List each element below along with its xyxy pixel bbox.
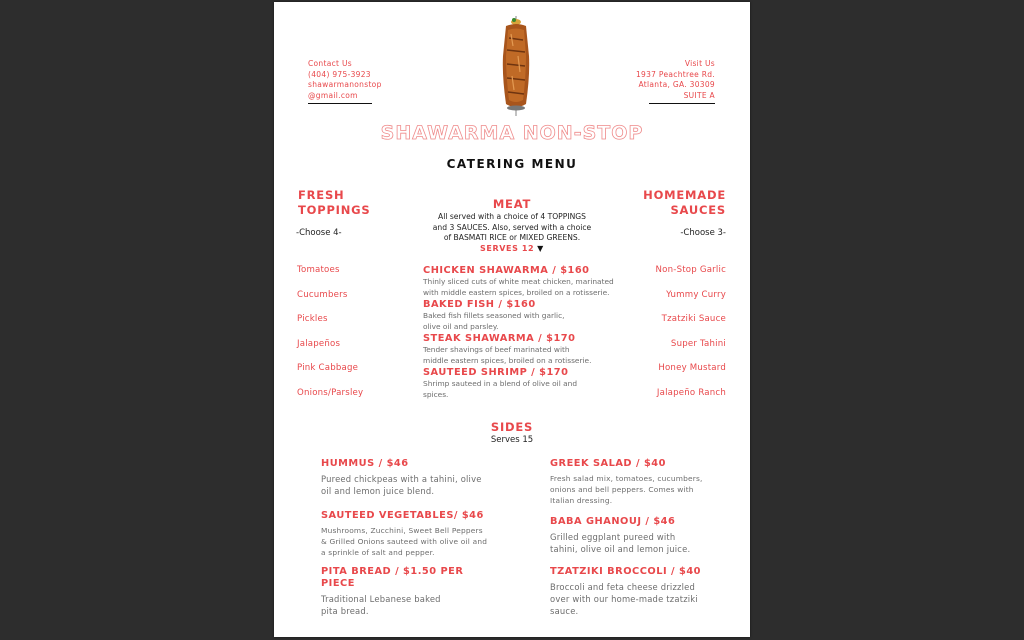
side-desc-line: Traditional Lebanese baked bbox=[321, 594, 441, 604]
sauce-item: Honey Mustard bbox=[658, 363, 726, 373]
sauces-list bbox=[616, 264, 726, 411]
meat-item-desc-line: Baked fish fillets seasoned with garlic, bbox=[423, 311, 565, 320]
meat-item-title: SAUTEED SHRIMP / $170 bbox=[423, 367, 569, 378]
side-item-title: SAUTEED VEGETABLES/ $46 bbox=[321, 510, 484, 521]
meat-serves bbox=[274, 244, 750, 253]
meat-heading: MEAT bbox=[492, 197, 532, 211]
topping-item: Onions/Parsley bbox=[297, 387, 364, 398]
sauces-choose: -Choose 3- bbox=[680, 228, 726, 238]
side-desc-line: Grilled eggplant pureed with bbox=[550, 532, 676, 542]
topping-item: Tomatoes bbox=[297, 265, 340, 275]
meat-description bbox=[424, 212, 600, 244]
side-item-desc bbox=[550, 581, 730, 617]
meat-item bbox=[423, 367, 623, 400]
sauces-heading-line-1: HOMEMADE bbox=[643, 188, 726, 202]
meat-item-desc-line: Tender shavings of beef marinated with bbox=[423, 345, 570, 354]
toppings-list bbox=[297, 264, 407, 411]
brand-title: SHAWARMA NON-STOP bbox=[380, 122, 644, 144]
side-item bbox=[550, 566, 730, 617]
contact-underline bbox=[308, 103, 372, 104]
side-item-title: GREEK SALAD / $40 bbox=[550, 458, 666, 469]
meat-item-title: CHICKEN SHAWARMA / $160 bbox=[423, 265, 590, 276]
side-desc-line: pita bread. bbox=[321, 606, 369, 616]
meat-item-desc bbox=[423, 311, 623, 332]
meat-item bbox=[423, 265, 623, 298]
side-item-desc bbox=[550, 473, 730, 506]
contact-block bbox=[308, 59, 382, 104]
visit-city: Atlanta, GA. 30309 bbox=[638, 80, 715, 89]
side-desc-line: Fresh salad mix, tomatoes, cucumbers, bbox=[550, 474, 703, 483]
sauce-item: Jalapeño Ranch bbox=[656, 387, 726, 398]
catering-menu-title: CATERING MENU bbox=[446, 157, 578, 171]
meat-items bbox=[423, 265, 623, 401]
side-desc-line: Pureed chickpeas with a tahini, olive bbox=[321, 474, 482, 484]
side-desc-line: a sprinkle of salt and pepper. bbox=[321, 548, 435, 557]
meat-item-desc-line: Thinly sliced cuts of white meat chicken, marinated bbox=[423, 277, 614, 286]
meat-item-desc-line: spices. bbox=[423, 389, 449, 399]
visit-suite: SUITE A bbox=[683, 90, 715, 100]
sauce-item: Non-Stop Garlic bbox=[655, 265, 726, 275]
side-item-desc bbox=[550, 531, 730, 555]
side-desc-line: oil and lemon juice blend. bbox=[321, 486, 435, 496]
meat-item bbox=[423, 333, 623, 366]
side-item-desc bbox=[321, 593, 501, 617]
meat-item-desc bbox=[423, 277, 623, 298]
meat-desc-line: of BASMATI RICE or MIXED GREENS. bbox=[443, 233, 581, 242]
visit-title: Visit Us bbox=[684, 59, 715, 68]
sides-serves: Serves 15 bbox=[490, 435, 534, 445]
side-item bbox=[321, 566, 501, 617]
meat-item-desc-line: Shrimp sauteed in a blend of olive oil and bbox=[423, 379, 578, 388]
meat-item-desc bbox=[423, 379, 623, 400]
topping-item: Pickles bbox=[297, 314, 328, 324]
side-desc-line: tahini, olive oil and lemon juice. bbox=[550, 544, 691, 554]
side-item bbox=[550, 458, 730, 506]
meat-item-desc bbox=[423, 345, 623, 366]
meat-desc-line: All served with a choice of 4 TOPPINGS bbox=[438, 212, 586, 221]
side-desc-line: & Grilled Onions sauteed with olive oil and bbox=[321, 537, 488, 546]
side-desc-line: Italian dressing. bbox=[550, 496, 613, 505]
side-item bbox=[550, 516, 730, 555]
meat-desc-line: and 3 SAUCES. Also, served with a choice bbox=[432, 222, 592, 232]
meat-item-desc-line: with middle eastern spices, broiled on a rotisserie. bbox=[423, 287, 610, 297]
topping-item: Pink Cabbage bbox=[297, 363, 359, 373]
meat-item-desc-line: middle eastern spices, broiled on a rotisserie. bbox=[423, 355, 592, 365]
side-item-title: PITA BREAD / $1.50 PER PIECE bbox=[321, 566, 464, 589]
topping-item: Cucumbers bbox=[297, 289, 348, 300]
menu-page bbox=[274, 2, 750, 637]
side-desc-line: Broccoli and feta cheese drizzled bbox=[550, 582, 696, 592]
meat-item-desc-line: olive oil and parsley. bbox=[423, 321, 499, 331]
toppings-heading-line-1: FRESH bbox=[298, 188, 345, 202]
side-desc-line: Mushrooms, Zucchini, Sweet Bell Peppers bbox=[321, 526, 483, 535]
visit-block bbox=[636, 59, 715, 104]
arrow-down-icon: ▼ bbox=[537, 244, 544, 253]
side-item-title: BABA GHANOUJ / $46 bbox=[550, 516, 676, 527]
side-desc-line: onions and bell peppers. Comes with bbox=[550, 485, 694, 494]
contact-title: Contact Us bbox=[308, 59, 352, 68]
visit-underline bbox=[649, 103, 715, 104]
contact-email-1[interactable]: shawarmanonstop bbox=[308, 80, 382, 89]
side-item bbox=[321, 458, 501, 497]
meat-serves-label: SERVES 12 bbox=[480, 244, 535, 253]
side-item-title: TZATZIKI BROCCOLI / $40 bbox=[550, 566, 701, 577]
side-item-title: HUMMUS / $46 bbox=[321, 458, 409, 469]
contact-email-2[interactable]: @gmail.com bbox=[308, 90, 358, 100]
side-item bbox=[321, 510, 501, 558]
meat-item bbox=[423, 299, 623, 332]
side-desc-line: over with our home-made tzatziki bbox=[550, 594, 698, 604]
side-desc-line: sauce. bbox=[550, 606, 579, 616]
sauce-item: Super Tahini bbox=[670, 338, 726, 349]
topping-item: Jalapeños bbox=[297, 338, 341, 349]
side-item-desc bbox=[321, 473, 501, 497]
meat-item-title: STEAK SHAWARMA / $170 bbox=[423, 333, 576, 344]
side-item-desc bbox=[321, 525, 501, 558]
toppings-choose: -Choose 4- bbox=[296, 228, 342, 238]
visit-street: 1937 Peachtree Rd. bbox=[635, 69, 715, 79]
sauce-item: Yummy Curry bbox=[666, 289, 726, 300]
contact-phone[interactable]: (404) 975-3923 bbox=[308, 69, 371, 79]
meat-item-title: BAKED FISH / $160 bbox=[423, 299, 536, 310]
sauce-item: Tzatziki Sauce bbox=[661, 314, 726, 324]
toppings-heading-line-2: TOPPINGS bbox=[298, 203, 371, 217]
shawarma-spit-image bbox=[496, 16, 536, 116]
sides-heading: SIDES bbox=[490, 420, 534, 434]
sauces-heading-line-2: SAUCES bbox=[670, 203, 726, 217]
